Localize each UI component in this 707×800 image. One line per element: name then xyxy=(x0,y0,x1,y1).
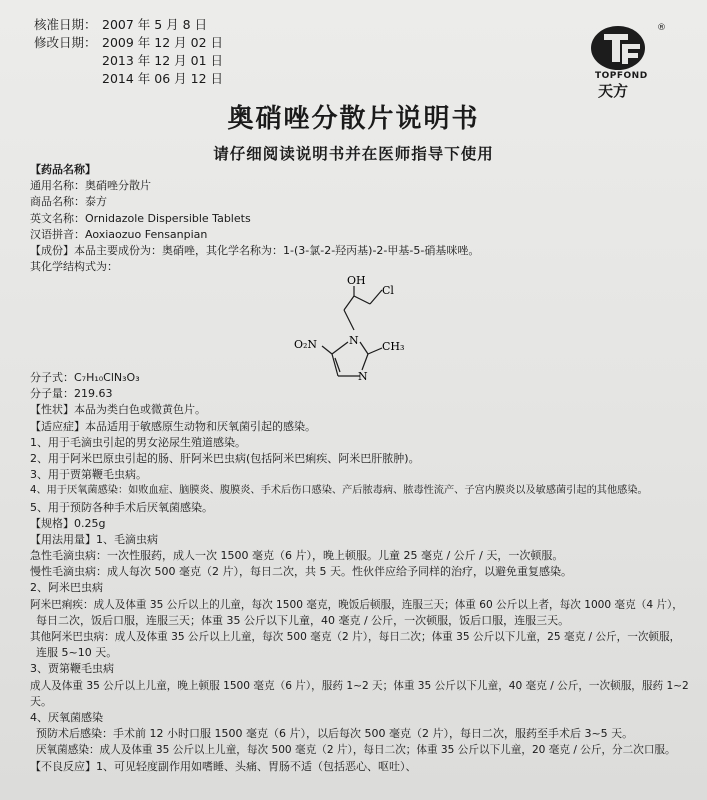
document-title: 奥硝唑分散片说明书 xyxy=(227,104,480,134)
structure-no2-label: O₂N xyxy=(294,338,318,351)
text-line: 分子式：C₇H₁₀ClN₃O₃ xyxy=(30,371,140,384)
text-line: 2、用于阿米巴原虫引起的肠、肝阿米巴虫病(包括阿米巴痢疾、阿米巴肝脓肿)。 xyxy=(30,451,420,465)
text-line: 分子量：219.63 xyxy=(30,387,113,401)
date-label xyxy=(34,52,102,70)
date-label: 修改日期： xyxy=(34,35,97,50)
structure-n3-label: N xyxy=(358,370,368,383)
date-value: 2009 年 12 月 02 日 xyxy=(102,35,223,50)
text-line: 1、用于毛滴虫引起的男女泌尿生殖道感染。 xyxy=(30,435,246,449)
date-row xyxy=(34,70,223,88)
text-line: 成人及体重 35 公斤以上儿童，晚上顿服 1500 毫克（6 片），服药 1~2 天；体重 35 公斤以下儿童，40 毫克 / 公斤，一次顿服，服药 1~2 xyxy=(30,679,689,692)
text-line: 4、厌氧菌感染 xyxy=(30,710,103,724)
date-label: 核准日期： xyxy=(34,17,97,32)
text-line: 通用名称：奥硝唑分散片 xyxy=(30,179,151,193)
text-line: 【不良反应】1、可见轻度副作用如嗜睡、头痛、胃肠不适（包括恶心、呕吐）、 xyxy=(30,759,417,773)
text-line: 汉语拼音：Aoxiaozuo Fensanpian xyxy=(30,227,208,241)
document-subtitle: 请仔细阅读说明书并在医师指导下使用 xyxy=(213,145,494,163)
date-row xyxy=(34,16,223,34)
text-line: 厌氧菌感染：成人及体重 35 公斤以上儿童，每次 500 毫克（2 片），每日二次；体重 35 公斤以下儿童，20 毫克 / 公斤，分二次口服。 xyxy=(36,744,676,757)
structure-n1-label: N xyxy=(349,334,359,347)
text-line: 英文名称：Ornidazole Dispersible Tablets xyxy=(30,211,251,225)
structure-ch3-label: CH₃ xyxy=(382,340,405,353)
brand-name-cn: 天方 xyxy=(598,82,629,100)
text-line: 商品名称：泰方 xyxy=(30,195,107,209)
text-line: 急性毛滴虫病：一次性服药，成人一次 1500 毫克（6 片），晚上顿服。儿童 25 毫克 / 公斤 / 天，一次顿服。 xyxy=(30,549,564,563)
structure-oh-label: OH xyxy=(347,274,366,287)
text-line: 【规格】0.25g xyxy=(30,516,106,530)
revision-dates xyxy=(34,16,223,88)
text-line: 预防术后感染：手术前 12 小时口服 1500 毫克（6 片），以后每次 500 毫克（2 片），每日二次，服药至手术后 3~5 天。 xyxy=(36,727,634,741)
body-text-main xyxy=(30,370,700,775)
date-value: 2007 年 5 月 8 日 xyxy=(102,17,208,32)
structure-cl-label: Cl xyxy=(382,284,394,297)
text-line: 【成份】本品主要成份为：奥硝唑，其化学名称为：1-(3-氯-2-羟丙基)-2-甲基-5-硝基咪唑。 xyxy=(30,243,480,257)
body-text-top xyxy=(30,162,700,275)
text-line: 阿米巴痢疾：成人及体重 35 公斤以上的儿童，每次 1500 毫克，晚饭后顿服，连服三天；体重 60 公斤以上者，每次 1000 毫克（4 片）， xyxy=(30,598,683,611)
text-line: 4、用于厌氧菌感染：如败血症、脑膜炎、腹膜炎、手术后伤口感染、产后脓毒病、脓毒性流产、子宫内膜炎以及敏感菌引起的其他感染。 xyxy=(30,485,648,497)
registered-mark: ® xyxy=(657,23,666,33)
text-line: 5、用于预防各种手术后厌氧菌感染。 xyxy=(30,500,213,514)
text-line: 【用法用量】1、毛滴虫病 xyxy=(30,532,158,546)
text-line: 【性状】本品为类白色或微黄色片。 xyxy=(30,403,206,417)
text-line: 每日二次，饭后口服，连服三天；体重 35 公斤以下儿童，40 毫克 / 公斤，一次顿服，饭后口服，连服三天。 xyxy=(36,613,570,627)
text-line: 连服 5~10 天。 xyxy=(36,646,118,660)
text-line: 慢性毛滴虫病：成人每次 500 毫克（2 片），每日二次，共 5 天。性伙伴应给予同样的治疗，以避免重复感染。 xyxy=(30,565,572,579)
text-line: 2、阿米巴虫病 xyxy=(30,581,103,595)
date-value: 2013 年 12 月 01 日 xyxy=(102,53,223,68)
text-line: 其化学结构式为： xyxy=(30,260,118,274)
brand-name-en: TOPFOND xyxy=(595,71,648,81)
section-heading: 【药品名称】 xyxy=(30,163,96,176)
text-line: 3、贾第鞭毛虫病 xyxy=(30,662,114,676)
date-row xyxy=(34,34,223,52)
date-label xyxy=(34,70,102,88)
date-row xyxy=(34,52,223,70)
text-line: 天。 xyxy=(30,694,52,708)
text-line: 其他阿米巴虫病：成人及体重 35 公斤以上儿童，每次 500 毫克（2 片），每日二次；体重 35 公斤以下儿童，25 毫克 / 公斤，一次顿服， xyxy=(30,631,681,643)
text-line: 【适应症】本品适用于敏感原生动物和厌氧菌引起的感染。 xyxy=(30,419,316,433)
date-value: 2014 年 06 月 12 日 xyxy=(102,71,223,86)
text-line: 3、用于贾第鞭毛虫病。 xyxy=(30,468,147,482)
